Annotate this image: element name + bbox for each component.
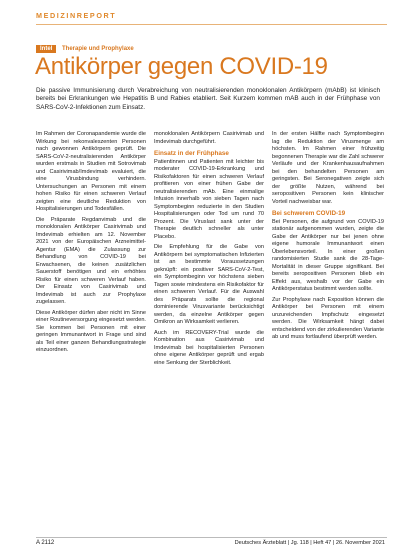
text-column-1 [36,131,146,358]
page-number: A 2112 [36,540,55,546]
column-1-paragraph-3: Diese Antikörper dürfen aber nicht im Sinne einer Routineversorgung eingesetzt werden. Sie kommen bei Personen mit einer geringen Immunantwort in Frage und sind als Teil einer ganzen Behandlungsstrategie einzuordnen. [36,309,146,353]
column-1-paragraph-2: Die Präparate Regdanvimab und die monoklonalen Antikörper Casirivimab und Imdevimab erhielten am 12. November 2021 von der Europäischen Arzneimittel-Agentur (EMA) die Zulassung zur Behandlung von COVID-19 bei Erwachsenen, die keinen zusätzlichen Sauerstoff benötigen und ein erhöhtes Risiko für einen schweren Verlauf haben. Der Einsatz von Casirivimab und Imdevimab ist auch zur Prophylaxe zugelassen. [36,216,146,305]
footer-divider [36,537,387,538]
journal-citation: Deutsches Ärzteblatt | Jg. 118 | Heft 47 | 26. November 2021 [234,540,385,546]
topic-label: Therapie und Prophylaxe [62,46,134,52]
section-divider [36,24,387,25]
column-2-paragraph-3: Die Empfehlung für die Gabe von Antikörpern bei symptomatischen Infizierten ist an bestimmte Voraussetzungen geknüpft: ein positiver SARS-CoV-2-Test, ein Symptombeginn vor höchstens sieben Tagen sowie mindestens ein Risikofaktor für einen schweren Verlauf. Für die Auswahl des Präparats sollte die regional dominierende Virusvariante berücksichtigt werden, da einzelne Antikörper gegen Omikron an Wirksamkeit verlieren. [154,244,264,325]
topic-badge: Intel [36,45,56,53]
subheading-early-phase: Einsatz in der Frühphase [154,150,229,157]
column-2-paragraph-2: Patientinnen und Patienten mit leichter bis moderater COVID-19-Erkrankung und Risikofaktoren für einen schweren Verlauf profitieren von einer frühen Gabe der neutralisierenden mAb. Eine einmalige Infusion innerhalb von sieben Tagen nach Symptombeginn reduzierte in den Studien Hospitalisierungen oder Tod um rund 70 Prozent. Die Viruslast sank unter der Therapie deutlich schneller als unter Placebo. [154,158,264,240]
column-2-paragraph-4: Auch im RECOVERY-Trial wurde die Kombination aus Casirivimab und Imdevimab bei hospitalisierten Personen ohne eigene Antikörper geprüft und ergab eine Senkung der Sterblichkeit. [154,329,264,366]
column-3-paragraph-2: Bei Personen, die aufgrund von COVID-19 stationär aufgenommen wurden, zeigte die Gabe der Antikörper nur bei jenen ohne eigene humorale Immunantwort einen Überlebensvorteil. In einer großen randomisierten Studie sank die 28-Tage-Mortalität in dieser Gruppe signifikant. Bei bereits seropositiven Personen blieb ein Effekt aus, weshalb vor der Gabe ein Antikörperstatus bestimmt werden sollte. [272,218,384,292]
text-column-3 [272,131,384,345]
article-title: Antikörper gegen COVID-19 [35,53,328,80]
topic-tagline [36,45,134,53]
column-1-paragraph-1: Im Rahmen der Coronapandemie wurde die Wirkung bei rekonvaleszenten Personen nach gewonnen Antikörpern geprüft. Die SARS-CoV-2-neutralisierenden Antikörper wurden erstmals in Studien mit Sotrovimab und Casirivimab/Imdevimab evaluiert, die eine Virusbindung verhindern. Untersuchungen an Personen mit einem hohen Risiko für einen schweren Verlauf zeigten eine deutliche Reduktion von Hospitalisierungen und Todesfällen. [36,131,146,212]
subheading-severe-covid: Bei schwerem COVID-19 [272,210,346,217]
column-3-paragraph-1: In der ersten Hälfte nach Symptombeginn lag die Reduktion der Virusmenge am höchsten. Im Rahmen einer frühzeitig begonnenen Therapie war die Zahl schwerer Verläufe und der Krankenhausaufnahmen bei den behandelten Personen am geringsten. Bei Seronegativen zeigte sich der größte Nutzen, während bei seropositiven Personen kein klinischer Vorteil nachweisbar war. [272,131,384,205]
column-3-paragraph-3: Zur Prophylaxe nach Exposition können die Antikörper bei Personen mit einem unzureichenden Impfschutz eingesetzt werden. Die Wirksamkeit hängt dabei entscheidend von der zirkulierenden Variante ab und muss fortlaufend überprüft werden. [272,296,384,340]
column-2-paragraph-1: monoklonalen Antikörpern Casirivimab und Imdevimab durchgeführt. [154,131,264,145]
text-column-2 [154,131,264,370]
article-lead: Die passive Immunisierung durch Verabreichung von neutralisierenden monoklonalen Antikörpern (mAbB) ist klinisch bereits bei Erkrankungen wie Hepatitis B und Rabies etabliert. Seit Kurzem kommen mAB auch in der Frühphase von SARS-CoV-2-Infektionen zum Einsatz. [36,87,380,111]
section-label: MEDIZINREPORT [36,11,117,20]
